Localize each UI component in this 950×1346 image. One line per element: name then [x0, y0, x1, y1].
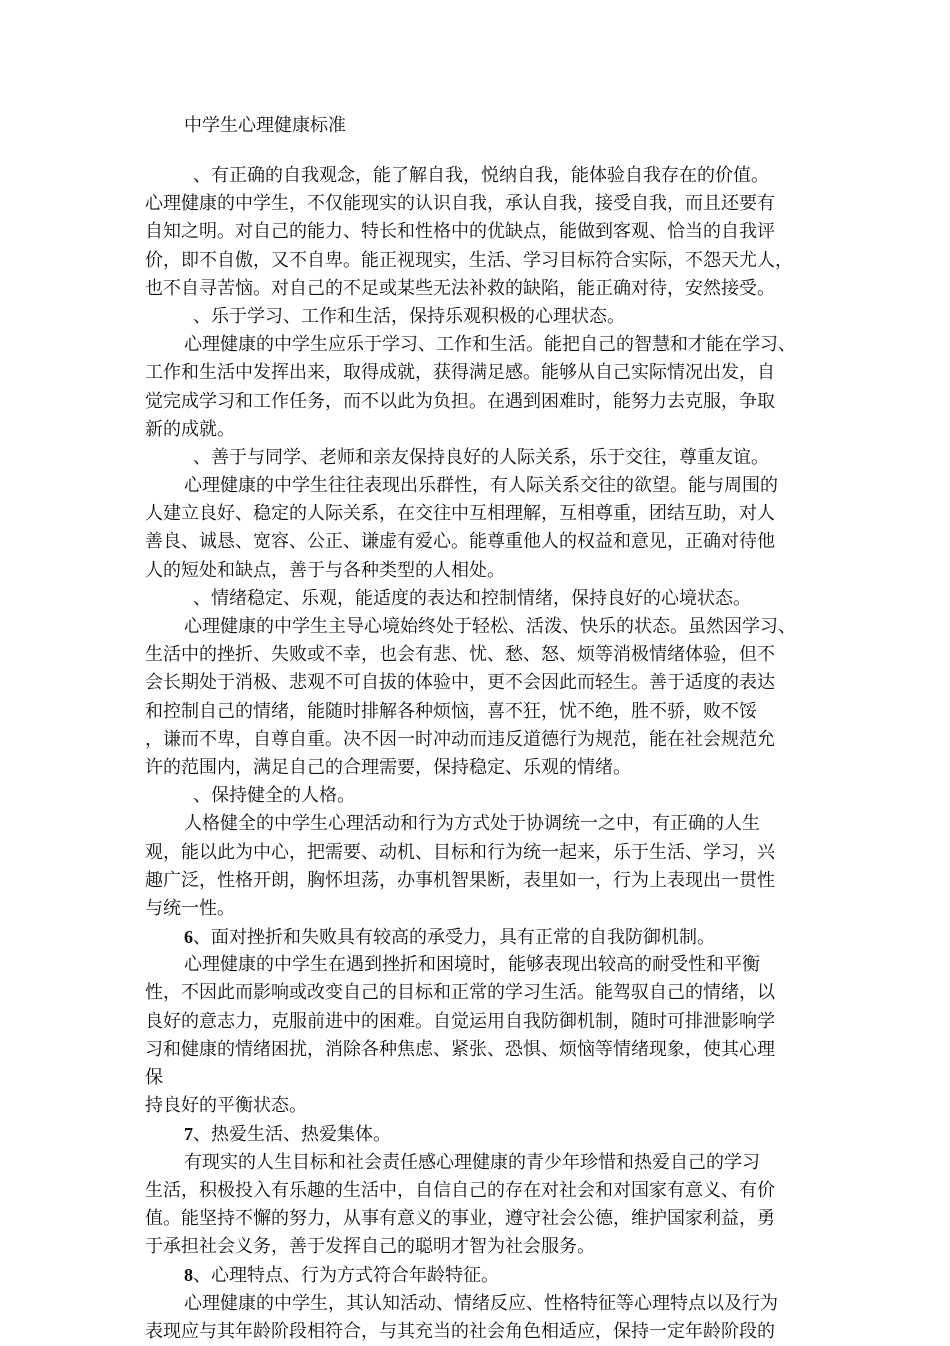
line-text: 保	[145, 1067, 163, 1088]
text-line	[145, 1261, 813, 1289]
line-text: 会长期处于消极、悲观不可自拔的体验中，更不会因此而轻生。善于适度的表达	[145, 672, 775, 694]
text-line	[145, 782, 813, 810]
text-line	[145, 1318, 813, 1346]
text-line	[145, 810, 813, 838]
line-text: 心理健康的中学生，不仅能现实的认识自我，承认自我，接受自我，而且还要有	[145, 193, 775, 215]
line-text: 持良好的平衡状态。	[145, 1095, 307, 1117]
line-text: 与统一性。	[145, 897, 235, 919]
text-line	[145, 951, 813, 979]
text-line	[145, 1120, 813, 1148]
line-text: 、情绪稳定、乐观，能适度的表达和控制情绪，保持良好的心境状态。	[193, 587, 751, 609]
text-line	[145, 1092, 813, 1120]
line-text: 心理健康的中学生应乐于学习、工作和生活。能把自己的智慧和才能在学习、	[184, 334, 796, 356]
document-title: 中学生心理健康标准	[184, 115, 346, 136]
text-line	[145, 275, 813, 303]
text-line	[145, 247, 813, 275]
line-text: 许的范围内，满足自己的合理需要，保持稳定、乐观的情绪。	[145, 756, 631, 778]
line-text: 新的成就。	[145, 418, 235, 440]
line-text: 性，不因此而影响或改变自己的目标和正常的学习生活。能驾驭自己的情绪，以	[145, 982, 775, 1004]
item-number: 6	[184, 927, 193, 948]
text-line	[145, 162, 813, 190]
text-line	[145, 641, 813, 669]
text-line	[145, 1064, 813, 1092]
text-line	[145, 698, 813, 726]
text-line	[145, 472, 813, 500]
line-text: 生活，积极投入有乐趣的生活中，自信自己的存在对社会和对国家有意义、有价	[145, 1179, 775, 1201]
text-line	[145, 1177, 813, 1205]
line-text: 、热爱生活、热爱集体。	[193, 1124, 391, 1146]
text-line	[145, 444, 813, 472]
text-line	[145, 754, 813, 782]
line-text: 于承担社会义务，善于发挥自己的聪明才智为社会服务。	[145, 1236, 595, 1258]
line-text: 习和健康的情绪困扰，消除各种焦虑、紧张、恐惧、烦恼等情绪现象，使其心理	[145, 1038, 775, 1060]
line-text: 觉完成学习和工作任务，而不以此为负担。在遇到困难时，能努力去克服，争取	[145, 390, 775, 412]
line-text: 心理健康的中学生，其认知活动、情绪反应、性格特征等心理特点以及行为	[184, 1292, 778, 1314]
line-text: 心理健康的中学生主导心境始终处于轻松、活泼、快乐的状态。虽然因学习、	[184, 616, 796, 637]
line-text: 心理健康的中学生往往表现出乐群性，有人际关系交往的欲望。能与周围的	[184, 475, 778, 497]
line-text: 、心理特点、行为方式符合年龄特征。	[193, 1265, 499, 1287]
line-text: 人建立良好、稳定的人际关系，在交往中互相理解，互相尊重，团结互助，对人	[145, 503, 775, 525]
text-line	[145, 613, 813, 641]
text-line	[145, 190, 813, 218]
line-text: ，谦而不卑，自尊自重。决不因一时冲动而违反道德行为规范，能在社会规范允	[145, 728, 775, 750]
text-line	[145, 1036, 813, 1064]
text-line	[145, 1205, 813, 1233]
text-line	[145, 585, 813, 613]
line-text: 生活中的挫折、失败或不幸，也会有悲、忧、愁、怒、烦等消极情绪体验，但不	[145, 644, 775, 666]
text-line	[145, 557, 813, 585]
text-line	[145, 416, 813, 444]
text-line	[145, 388, 813, 416]
text-line	[145, 359, 813, 387]
line-text: 工作和生活中发挥出来，取得成就，获得满足感。能够从自己实际情况出发，自	[145, 362, 775, 384]
text-line	[145, 867, 813, 895]
text-line	[145, 669, 813, 697]
line-text: 有现实的人生目标和社会责任感心理健康的青少年珍惜和热爱自己的学习	[184, 1151, 760, 1173]
line-text: 、乐于学习、工作和生活，保持乐观积极的心理状态。	[193, 305, 625, 327]
text-line	[145, 500, 813, 528]
line-text: 、面对挫折和失败具有较高的承受力，具有正常的自我防御机制。	[193, 927, 715, 949]
text-line	[145, 895, 813, 923]
text-line	[145, 1290, 813, 1318]
text-line	[145, 979, 813, 1007]
text-line	[145, 726, 813, 754]
line-text: 良好的意志力，克服前进中的困难。自觉运用自我防御机制，随时可排泄影响学	[145, 1010, 775, 1032]
text-line	[145, 218, 813, 246]
line-text: 心理健康的中学生在遇到挫折和困境时，能够表现出较高的耐受性和平衡	[184, 954, 760, 976]
line-text: 、保持健全的人格。	[193, 785, 355, 807]
text-line	[145, 923, 813, 951]
line-text: 观，能以此为中心，把需要、动机、目标和行为统一起来，乐于生活、学习，兴	[145, 841, 775, 863]
line-text: 值。能坚持不懈的努力，从事有意义的事业，遵守社会公德，维护国家利益，勇	[145, 1207, 775, 1229]
line-text: 表现应与其年龄阶段相符合，与其充当的社会角色相适应，保持一定年龄阶段的	[145, 1320, 775, 1342]
text-line	[145, 839, 813, 867]
line-text: 、有正确的自我观念，能了解自我，悦纳自我，能体验自我存在的价值。	[193, 165, 769, 186]
text-line	[145, 331, 813, 359]
text-line	[145, 303, 813, 331]
line-text: 善良、诚恳、宽容、公正、谦虚有爱心。能尊重他人的权益和意见，正确对待他	[145, 531, 775, 553]
line-text: 价，即不自傲，又不自卑。能正视现实，生活、学习目标符合实际，不怨天尤人，	[145, 249, 793, 271]
line-text: 也不自寻苦恼。对自己的不足或某些无法补救的缺陷，能正确对待，安然接受。	[145, 277, 775, 299]
line-text: 自知之明。对自己的能力、特长和性格中的优缺点，能做到客观、恰当的自我评	[145, 221, 775, 243]
line-text: 、善于与同学、老师和亲友保持良好的人际关系，乐于交往，尊重友谊。	[193, 446, 769, 468]
text-line	[145, 1008, 813, 1036]
line-text: 趣广泛，性格开朗，胸怀坦荡，办事机智果断，表里如一，行为上表现出一贯性	[145, 869, 775, 891]
item-number: 8	[184, 1265, 193, 1286]
item-number: 7	[184, 1124, 193, 1145]
document-body	[145, 162, 813, 1346]
line-text: 人的短处和缺点，善于与各种类型的人相处。	[145, 559, 505, 581]
text-line	[145, 1149, 813, 1177]
line-text: 和控制自己的情绪，能随时排解各种烦恼，喜不狂，忧不绝，胜不骄，败不馁	[145, 700, 757, 722]
text-line	[145, 528, 813, 556]
line-text: 人格健全的中学生心理活动和行为方式处于协调统一之中，有正确的人生	[184, 813, 760, 835]
text-line	[145, 1233, 813, 1261]
